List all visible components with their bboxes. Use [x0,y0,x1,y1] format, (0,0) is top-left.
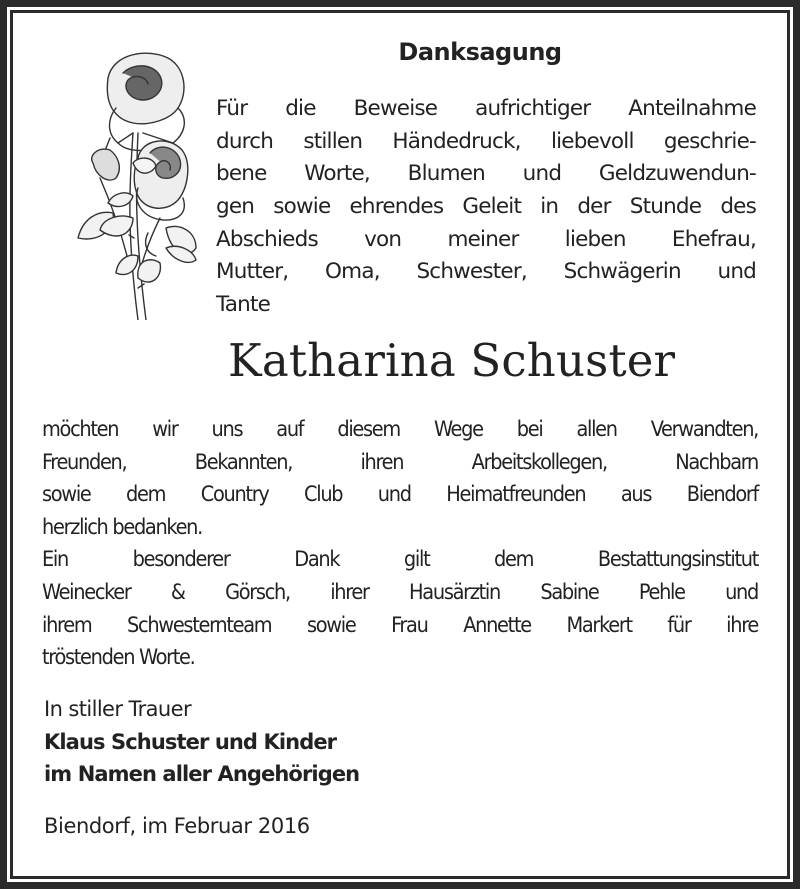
body-line: Freunden, Bekannten, ihren Arbeitskollegen, Nachbarn [42,449,758,475]
body-paragraph [42,414,758,675]
mourning-phrase: In stiller Trauer [44,697,191,721]
intro-line: Tante [216,292,271,318]
closing-block [44,693,544,791]
body-line: Ein besonderer Dank gilt dem Bestattungsinstitut [42,547,758,573]
body-line: Weinecker & Görsch, ihrer Hausärztin Sabine Pehle und [42,579,758,605]
signature-line: Klaus Schuster und Kinder [44,729,337,754]
deceased-name: Katharina Schuster [228,334,676,387]
intro-line: Für die Beweise aufrichtiger Anteilnahme [216,96,756,121]
body-line: herzlich bedanken. [42,514,202,540]
intro-line: bene Worte, Blumen und Geldzuwendun- [216,161,756,187]
signature-line: im Namen aller Angehörigen [44,762,360,786]
intro-paragraph [216,93,756,322]
intro-line: Mutter, Oma, Schwester, Schwägerin und [216,259,756,285]
rose-icon [38,38,198,320]
place-date: Biendorf, im Februar 2016 [44,814,310,838]
body-line: tröstenden Worte. [42,645,195,671]
ad-title: Danksagung [398,38,562,66]
body-line: möchten wir uns auf diesem Wege bei allen Verwandten, [42,417,758,442]
intro-line: Abschieds von meiner lieben Ehefrau, [216,226,756,252]
body-line: sowie dem Country Club und Heimatfreunden aus Biendorf [42,482,758,508]
body-line: ihrem Schwesternteam sowie Frau Annette Markert für ihre [42,612,758,638]
intro-line: gen sowie ehrendes Geleit in der Stunde des [216,194,756,220]
intro-line: durch stillen Händedruck, liebevoll geschrie- [216,128,756,154]
